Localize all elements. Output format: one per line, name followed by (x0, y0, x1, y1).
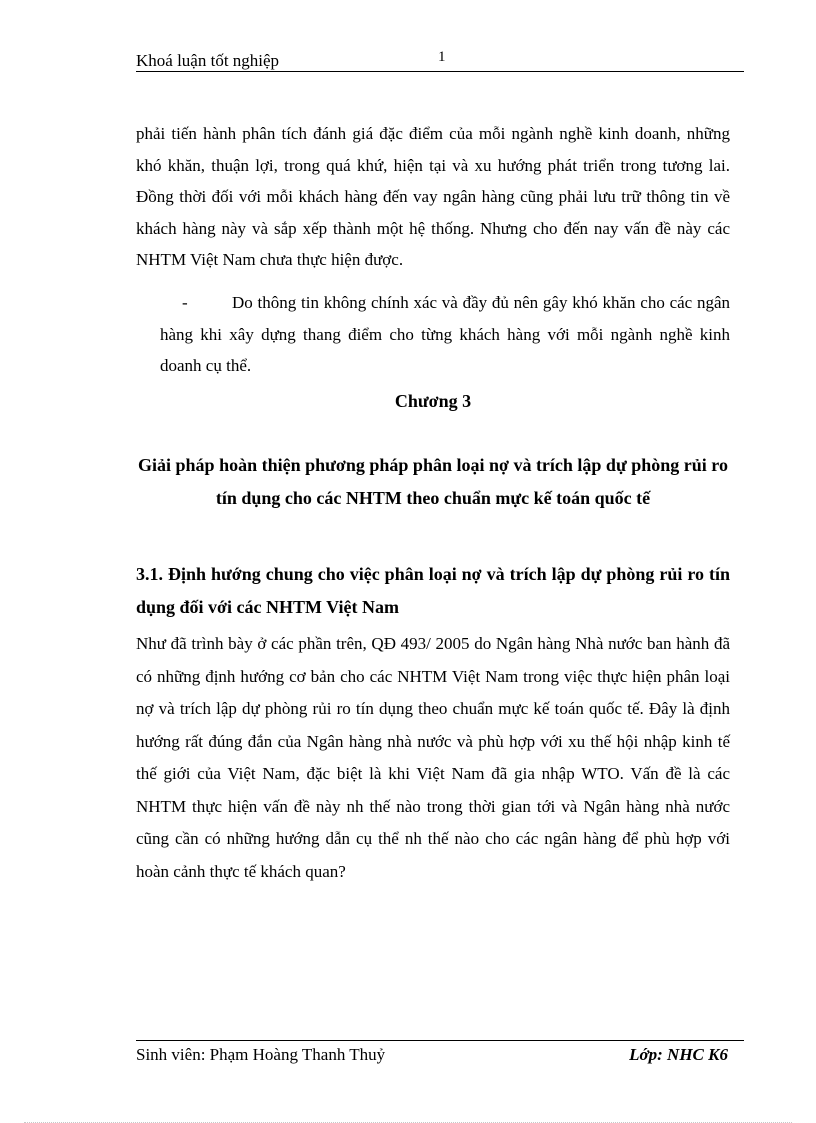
page-number: 1 (438, 49, 446, 65)
header-title: Khoá luận tốt nghiệp (136, 51, 280, 70)
paragraph-1: phải tiến hành phân tích đánh giá đặc điểm của mỗi ngành nghề kinh doanh, những khó khăn, thuận lợi, trong quá khứ, hiện tại và xu hướng phát triển trong tương lai. Đồng thời đối với mỗi khách hàng đến vay ngân hàng cũng phải lưu trữ thông tin về khách hàng này và sắp xếp thành một hệ thống. Nhưng cho đến nay vấn đề này các NHTM Việt Nam chưa thực hiện được. (136, 124, 730, 269)
bullet-marker: - (182, 293, 188, 312)
footer-class: Lớp: NHC K6 (629, 1045, 728, 1064)
paragraph-2: Như đã trình bày ở các phần trên, QĐ 493/ 2005 do Ngân hàng Nhà nước ban hành đã có những định hướng cơ bản cho các NHTM Việt Nam trong việc thực hiện phân loại nợ và trích lập dự phòng rủi ro tín dụng theo chuẩn mực kế toán quốc tế. Đây là định hướng rất đúng đắn của Ngân hàng nhà nước và phù hợp với xu thế hội nhập kinh tế thế giới của Việt Nam, đặc biệt là khi Việt Nam đã gia nhập WTO. Vấn đề là các NHTM thực hiện vấn đề này nh thế nào trong thời gian tới và Ngân hàng nhà nước cũng cần có những hướng dẫn cụ thể nh thế nào cho các ngân hàng để phù hợp với hoàn cảnh thực tế khách quan? (136, 634, 730, 881)
footer-student: Sinh viên: Phạm Hoàng Thanh Thuỷ (136, 1045, 386, 1064)
bullet-item (160, 287, 730, 382)
chapter-subtitle: Giải pháp hoàn thiện phương pháp phân loại nợ và trích lập dự phòng rủi ro tín dụng cho các NHTM theo chuẩn mực kế toán quốc tế (138, 455, 728, 508)
page-header (136, 49, 744, 72)
section-heading: 3.1. Định hướng chung cho việc phân loại nợ và trích lập dự phòng rủi ro tín dụng đối với các NHTM Việt Nam (136, 564, 730, 617)
bullet-text: Do thông tin không chính xác và đầy đủ nên gây khó khăn cho các ngân hàng khi xây dựng thang điểm cho từng khách hàng với mỗi ngành nghề kinh doanh cụ thể. (160, 293, 730, 375)
chapter-title: Chương 3 (394, 391, 472, 411)
page-footer (136, 1040, 744, 1065)
